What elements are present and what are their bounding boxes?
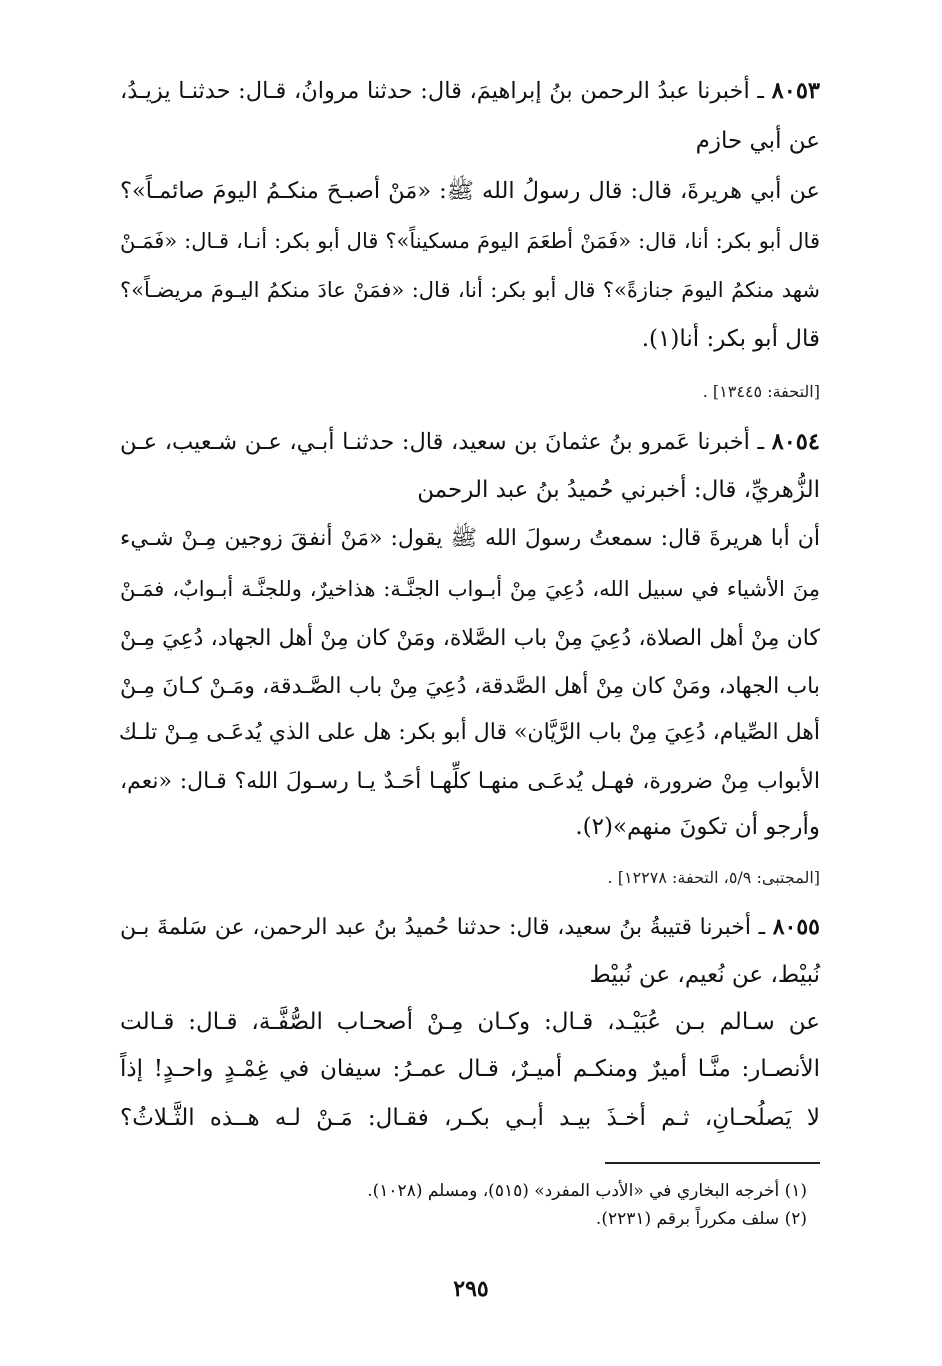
hadith-8053-matn-line-1: عن أبي هريرةَ، قال: قال رسولُ الله ﷺ: «مَنْ أصبـحَ منكـمُ اليومَ صائمـاً»؟ xyxy=(120,178,820,204)
isnad-text: ـ أخبرنا عَمرو بنُ عثمانَ بن سعيد، قال: حدثنـا أبـي، عـن شـعيب، عـن xyxy=(120,429,765,455)
hadith-8053-isnad-line-2: عن أبي حازم xyxy=(695,128,820,154)
page-number: ٢٩٥ xyxy=(453,1276,489,1302)
hadith-8054-matn-line-6: الأبواب مِنْ ضرورة، فهـل يُدعَـى منهـا كلِّهـا أحَـدٌ يـا رسـولَ الله؟ قـال: «نعم، xyxy=(120,769,820,794)
hadith-8054-isnad-line-1 xyxy=(120,425,820,459)
hadith-number: ٨٠٥٣ xyxy=(771,78,820,104)
hadith-8055-isnad-line-1 xyxy=(120,910,820,945)
hadith-8054-matn-line-7: وأرجو أن تكونَ منهم»(٢). xyxy=(575,814,820,840)
hadith-8055-matn-line-1: عن سـالم بـن عُبَيْـد، قـال: وكـان مِـنْ أصحـاب الصُّفَّـة، قـال: قـالت xyxy=(120,1009,820,1035)
hadith-number: ٨٠٥٥ xyxy=(772,914,820,940)
hadith-8054-matn-line-2: مِنَ الأشياء في سبيل الله، دُعِيَ مِنْ أبـواب الجنَّـة: هذاخيرٌ، وللجنَّـة أبـوابٌ، فمَـنْ xyxy=(120,577,820,601)
hadith-8054-matn-line-4: باب الجهاد، ومَنْ كان مِنْ أهل الصَّدقة، دُعِيَ مِنْ باب الصَّـدقة، ومَـنْ كـانَ مِـنْ xyxy=(120,674,821,699)
hadith-8053-matn-line-4: قال أبو بكر: أنا(١). xyxy=(641,326,820,352)
isnad-text: ـ أخبرنا عبدُ الرحمن بنُ إبراهيمَ، قال: حدثنا مروانُ، قـال: حدثنـا يزيـدُ، xyxy=(120,78,764,104)
hadith-number: ٨٠٥٤ xyxy=(771,429,820,455)
hadith-8053-matn-line-2: قال أبو بكر: أنا، قال: «فَمَنْ أطعَمَ اليومَ مسكيناً»؟ قال أبو بكر: أنـا، قـال: «فَمَـنْ xyxy=(120,229,820,253)
hadith-8054-matn-line-3: كان مِنْ أهل الصلاة، دُعِيَ مِنْ باب الصَّلاة، ومَنْ كان مِنْ أهل الجهاد، دُعِيَ مِـنْ xyxy=(120,626,820,651)
hadith-8055-matn-line-3: لا يَصلُحـانِ، ثـم أخـذَ بيـد أبـي بكـر، فقـال: مَـنْ لـه هــذه الثَّـلاثُ؟ xyxy=(120,1105,820,1131)
hadith-8055-matn-line-2: الأنصـار: منَّـا أميرٌ ومنكـم أميـرٌ، قـال عمـرُ: سيفان في غِمْـدٍ واحـدٍ! إذاً xyxy=(120,1056,820,1082)
hadith-8054-matn-line-1: أن أبا هريرةَ قال: سمعتُ رسولَ الله ﷺ يقول: «مَنْ أنفقَ زوجين مِـنْ شـيء xyxy=(120,526,820,551)
hadith-8053-reference: [التحفة: ١٣٤٤٥] . xyxy=(702,382,820,401)
footnote-1: (١) أخرجه البخاري في «الأدب المفرد» (٥١٥)، ومسلم (١٠٢٨). xyxy=(367,1181,807,1201)
hadith-8053-matn-line-3: شهد منكمُ اليومَ جنازةً»؟ قال أبو بكر: أنا، قال: «فمَنْ عادَ منكمُ اليـومَ مريضـاً»؟ xyxy=(120,278,820,302)
isnad-text: ـ أخبرنا قتيبةُ بنُ سعيد، قال: حدثنا حُميدُ بنُ عبد الرحمن، عن سَلمةَ بـن xyxy=(120,915,766,940)
hadith-8054-matn-line-5: أهل الصِّيام، دُعِيَ مِنْ باب الرَّيَّان» قال أبو بكر: هل على الذي يُدعَـى مِـنْ تلـك xyxy=(118,720,820,745)
footnote-2: (٢) سلف مكرراً برقم (٢٢٣١). xyxy=(595,1209,807,1229)
footnote-divider xyxy=(605,1162,820,1164)
hadith-8053-isnad-line-1 xyxy=(120,74,820,108)
hadith-8054-reference: [المجتبى: ٥/٩، التحفة: ١٢٢٧٨] . xyxy=(607,868,820,887)
hadith-8055-isnad-line-2: نُبيْط، عن نُعيم، عن نُبيْط xyxy=(589,962,820,988)
hadith-8054-isnad-line-2: الزُّهريِّ، قال: أخبرني حُميدُ بنُ عبد الرحمن xyxy=(417,477,820,503)
